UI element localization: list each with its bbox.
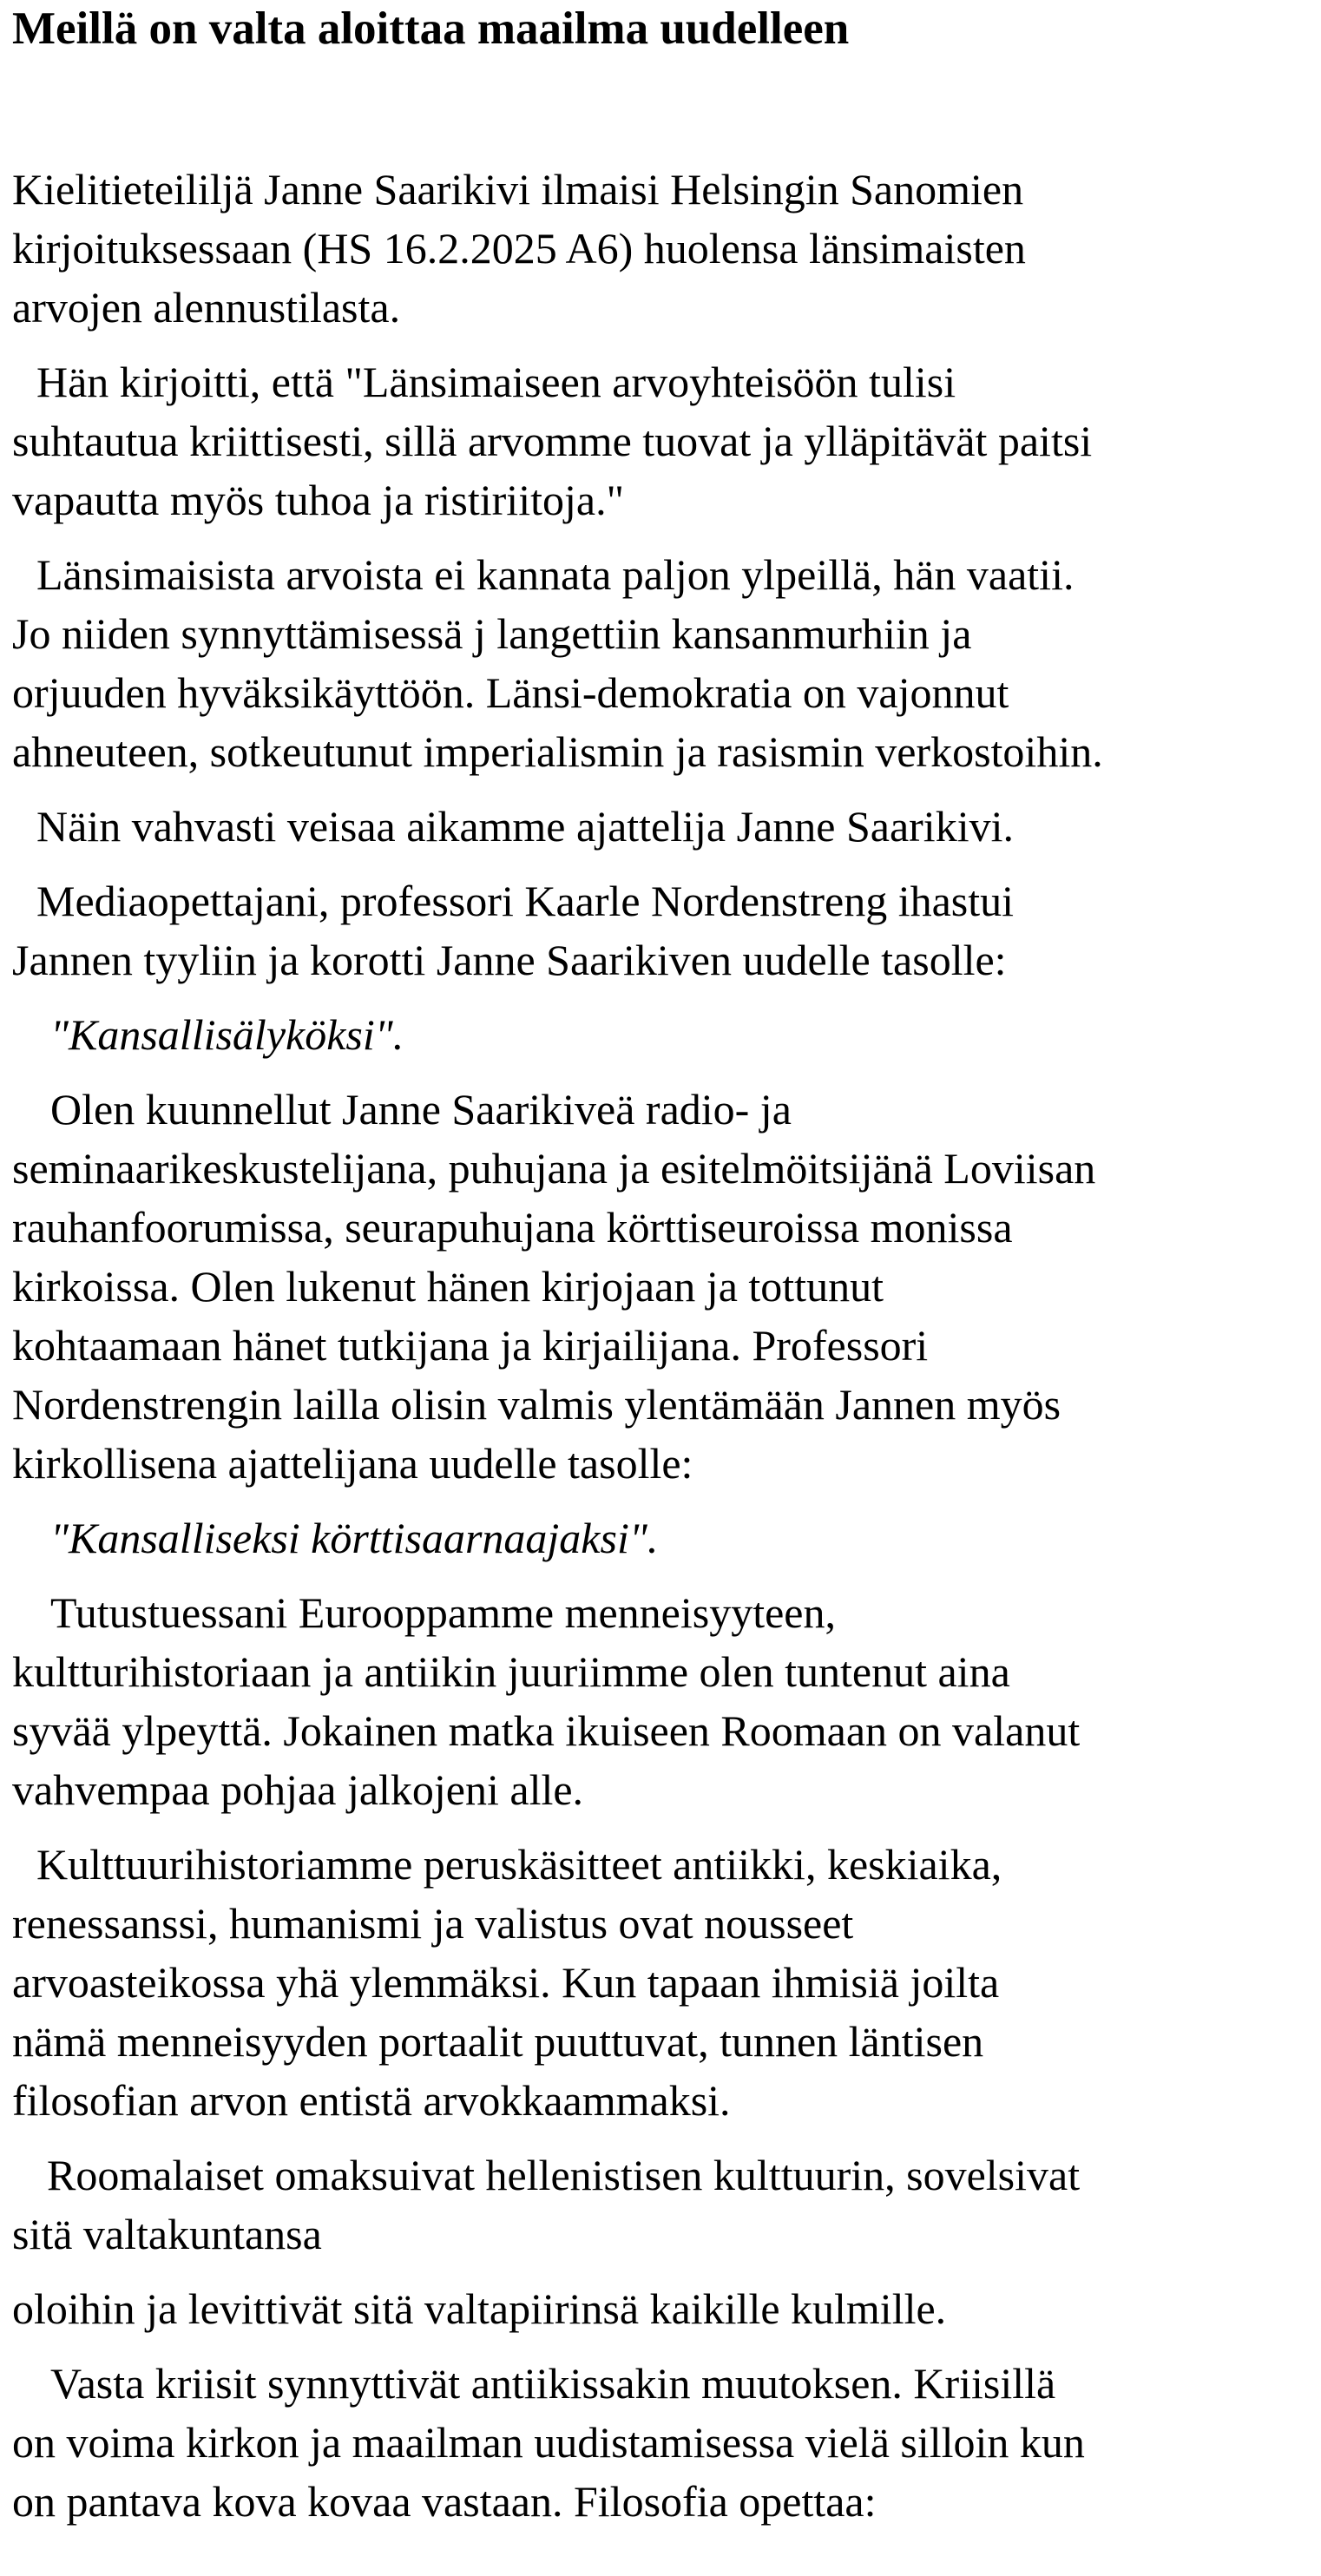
paragraph-line: Länsimaisista arvoista ei kannata paljon ylpeillä, hän vaatii. (36, 550, 1075, 599)
paragraph-8 (12, 1835, 1314, 2130)
paragraph-10 (12, 2279, 1314, 2338)
paragraph-line: nämä menneisyyden portaalit puuttuvat, tunnen läntisen (12, 2017, 984, 2066)
paragraph-line: kohtaamaan hänet tutkijana ja kirjailijana. Professori (12, 1321, 929, 1370)
paragraph-2 (12, 352, 1314, 529)
paragraph-line: suhtautua kriittisesti, sillä arvomme tuovat ja ylläpitävät paitsi (12, 417, 1093, 465)
paragraph-5 (12, 871, 1314, 989)
paragraph-line: orjuuden hyväksikäyttöön. Länsi-demokratia on vajonnut (12, 668, 1009, 717)
paragraph-line: kultturihistoriaan ja antiikin juuriimme olen tuntenut aina (12, 1647, 1010, 1696)
paragraph-line: Roomalaiset omaksuivat hellenistisen kulttuurin, sovelsivat (47, 2151, 1081, 2199)
paragraph-line: Nordenstrengin lailla olisin valmis ylentämään Jannen myös (12, 1380, 1061, 1429)
paragraph-7 (12, 1583, 1314, 1819)
paragraph-line: seminaarikeskustelijana, puhujana ja esitelmöitsijänä Loviisan (12, 1144, 1096, 1193)
quote-1 (12, 1005, 1314, 1064)
paragraph-line: ahneuteen, sotkeutunut imperialismin ja rasismin verkostoihin. (12, 727, 1103, 776)
paragraph-line: kirkoissa. Olen lukenut hänen kirjojaan ja tottunut (12, 1262, 884, 1311)
paragraph-line: arvoasteikossa yhä ylemmäksi. Kun tapaan ihmisiä joilta (12, 1958, 1000, 2007)
article-title: Meillä on valta aloittaa maailma uudelleen (12, 3, 850, 54)
paragraph-3 (12, 545, 1314, 781)
paragraph-line: kirjoituksessaan (HS 16.2.2025 A6) huolensa länsimaisten (12, 224, 1026, 273)
quote-line: "Kansalliseksi körttisaarnaajaksi". (50, 1514, 659, 1562)
paragraph-line: syvää ylpeyttä. Jokainen matka ikuiseen Roomaan on valanut (12, 1706, 1081, 1755)
paragraph-9 (12, 2146, 1314, 2264)
paragraph-line: Olen kuunnellut Janne Saarikiveä radio- ja (50, 1085, 792, 1134)
paragraph-line: filosofian arvon entistä arvokkaammaksi. (12, 2076, 731, 2125)
paragraph-line: vahvempaa pohjaa jalkojeni alle. (12, 1765, 584, 1814)
paragraph-line: kirkollisena ajattelijana uudelle tasolle: (12, 1439, 693, 1488)
paragraph-11 (12, 2354, 1314, 2531)
paragraph-line: Näin vahvasti veisaa aikamme ajattelija Janne Saarikivi. (36, 802, 1014, 851)
paragraph-line: Kielitieteililjä Janne Saarikivi ilmaisi Helsingin Sanomien (12, 165, 1024, 214)
paragraph-6 (12, 1080, 1314, 1493)
paragraph-line: Mediaopettajani, professori Kaarle Nordenstreng ihastui (36, 877, 1015, 925)
paragraph-line: Hän kirjoitti, että "Länsimaiseen arvoyhteisöön tulisi (36, 358, 956, 406)
quote-2 (12, 1508, 1314, 1567)
paragraph-line: Kulttuurihistoriamme peruskäsitteet antiikki, keskiaika, (36, 1840, 1002, 1889)
paragraph-line: Jannen tyyliin ja korotti Janne Saarikiven uudelle tasolle: (12, 936, 1007, 984)
article (12, 0, 1314, 2531)
paragraph-4 (12, 797, 1314, 856)
paragraph-line: Tutustuessani Eurooppamme menneisyyteen, (50, 1588, 836, 1637)
paragraph-line: oloihin ja levittivät sitä valtapiirinsä kaikille kulmille. (12, 2284, 947, 2333)
paragraph-line: sitä valtakuntansa (12, 2210, 322, 2258)
paragraph-line: on voima kirkon ja maailman uudistamisessa vielä silloin kun (12, 2418, 1085, 2467)
quote-line: "Kansallisälyköksi". (50, 1010, 404, 1059)
paragraph-line: vapautta myös tuhoa ja ristiriitoja." (12, 476, 624, 524)
paragraph-line: rauhanfoorumissa, seurapuhujana körttiseuroissa monissa (12, 1203, 1013, 1252)
paragraph-line: renessanssi, humanismi ja valistus ovat nousseet (12, 1899, 854, 1948)
paragraph-line: Vasta kriisit synnyttivät antiikissakin muutoksen. Kriisillä (50, 2359, 1056, 2408)
paragraph-line: Jo niiden synnyttämisessä j langettiin kansanmurhiin ja (12, 609, 972, 658)
paragraph-line: on pantava kova kovaa vastaan. Filosofia opettaa: (12, 2477, 877, 2526)
paragraph-1 (12, 160, 1314, 337)
paragraph-line: arvojen alennustilasta. (12, 283, 401, 332)
